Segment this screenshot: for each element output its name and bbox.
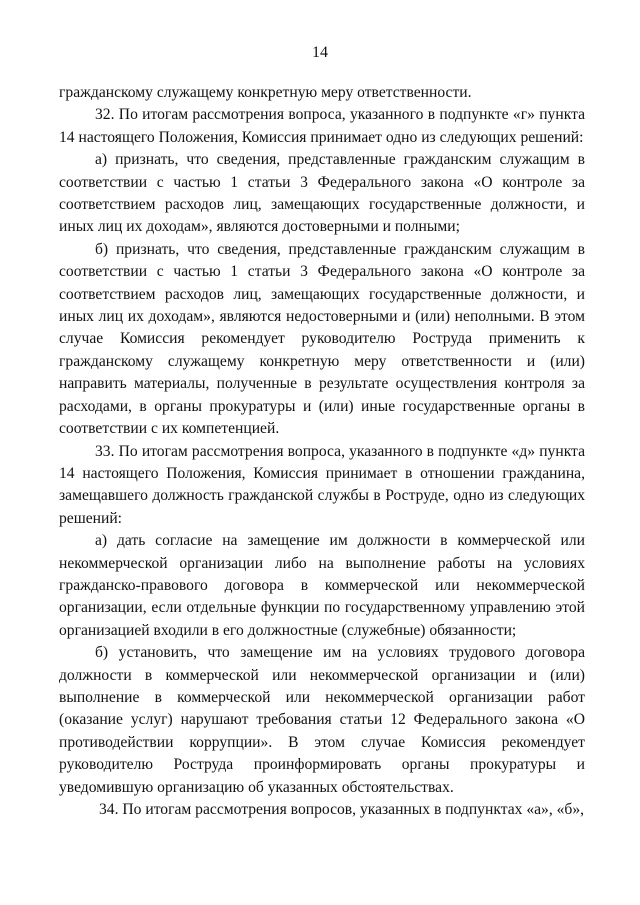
paragraph-item-32a: а) признать, что сведения, представленные гражданским служащим в соответствии с частью 1 статьи 3 Федерального закона «О контроле за соответствием расходов лиц, замещающих государственные должности, и иных лиц их доходам», являются достоверными и полными;: [59, 151, 585, 236]
paragraph-item-33: 33. По итогам рассмотрения вопроса, указанного в подпункте «д» пункта 14 настоящего Положения, Комиссия принимает в отношении гражданина, замещавшего должность гражданской службы в Роструде, одно из следующих решений:: [59, 442, 585, 527]
document-body: [59, 82, 585, 821]
paragraph-item-33b: б) установить, что замещение им на условиях трудового договора должности в коммерческой или некоммерческой организации и (или) выполнение в коммерческой или некоммерческой организации работ (оказание услуг) нарушают требования статьи 12 Федерального закона «О противодействии коррупции». В этом случае Комиссия рекомендует руководителю Роструда проинформировать органы прокуратуры и уведомившую организацию об указанных обстоятельствах.: [59, 644, 585, 796]
paragraph-item-33a: а) дать согласие на замещение им должности в коммерческой или некоммерческой организации либо на выполнение работы на условиях гражданско-правового договора в коммерческой или некоммерческой организации, если отдельные функции по государственному управлению этой организацией входили в его должностные (служебные) обязанности;: [59, 532, 585, 639]
page-number: 14: [312, 44, 328, 61]
paragraph: гражданскому служащему конкретную меру ответственности.: [59, 84, 472, 101]
paragraph-item-32b: б) признать, что сведения, представленные гражданским служащим в соответствии с частью 1 статьи 3 Федерального закона «О контроле за соответствием расходов лиц, замещающих государственные должности, и иных лиц их доходам», являются недостоверными и (или) неполными. В этом случае Комиссия рекомендует руководителю Роструда применить к гражданскому служащему конкретную меру ответственности и (или) направить материалы, полученные в результате осуществления контроля за расходами, в органы прокуратуры и (или) иные государственные органы в соответствии с их компетенцией.: [59, 240, 585, 438]
paragraph-item-32: 32. По итогам рассмотрения вопроса, указанного в подпункте «г» пункта 14 настоящего Положения, Комиссия принимает одно из следующих решений:: [59, 106, 585, 146]
paragraph-item-34: 34. По итогам рассмотрения вопросов, указанных в подпунктах «а», «б»,: [99, 801, 585, 818]
